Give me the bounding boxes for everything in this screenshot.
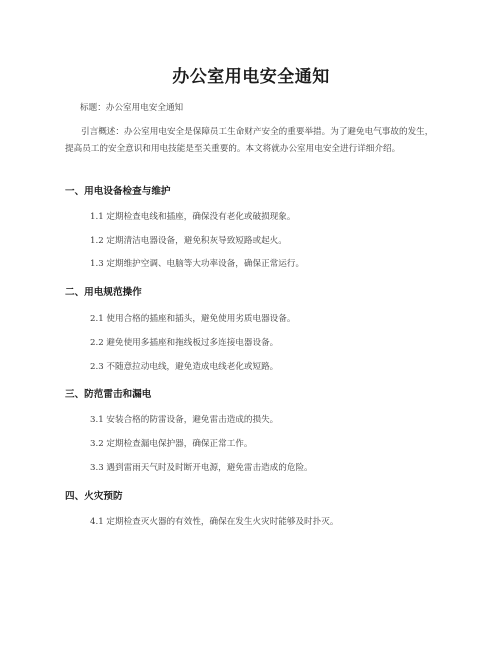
section-heading: 二、用电规范操作: [65, 287, 142, 298]
document-title: 办公室用电安全通知: [172, 67, 330, 87]
list-item: 1.3 定期维护空调、电脑等大功率设备，确保正常运行。: [90, 259, 305, 269]
list-item: 1.2 定期清洁电器设备，避免积灰导致短路或起火。: [90, 236, 287, 246]
list-item: 2.1 使用合格的插座和插头，避免使用劣质电器设备。: [90, 314, 296, 324]
section-heading: 一、用电设备检查与维护: [65, 186, 171, 197]
section-heading: 三、防范雷击和漏电: [65, 389, 152, 400]
section-heading: 四、火灾预防: [65, 491, 123, 502]
list-item: 3.1 安装合格的防雷设备，避免雷击造成的损失。: [90, 415, 279, 425]
intro-paragraph: [65, 124, 440, 158]
list-item: 2.2 避免使用多插座和拖线板过多连接电器设备。: [90, 338, 279, 348]
list-item: 3.3 遇到雷雨天气时及时断开电源，避免雷击造成的危险。: [90, 463, 313, 473]
list-item: 1.1 定期检查电线和插座，确保没有老化或破损现象。: [90, 212, 296, 222]
intro-text: 引言概述：办公室用电安全是保障员工生命财产安全的重要举措。为了避免电气事故的发生，提高员工的安全意识和用电技能是至关重要的。本文将就办公室用电安全进行详细介绍。: [65, 127, 434, 154]
subtitle-line: 标题：办公室用电安全通知: [80, 103, 184, 113]
list-item: 3.2 定期检查漏电保护器，确保正常工作。: [90, 439, 253, 449]
list-item: 4.1 定期检查灭火器的有效性，确保在发生火灾时能够及时扑灭。: [90, 517, 339, 527]
list-item: 2.3 不随意拉动电线，避免造成电线老化或短路。: [90, 362, 279, 372]
